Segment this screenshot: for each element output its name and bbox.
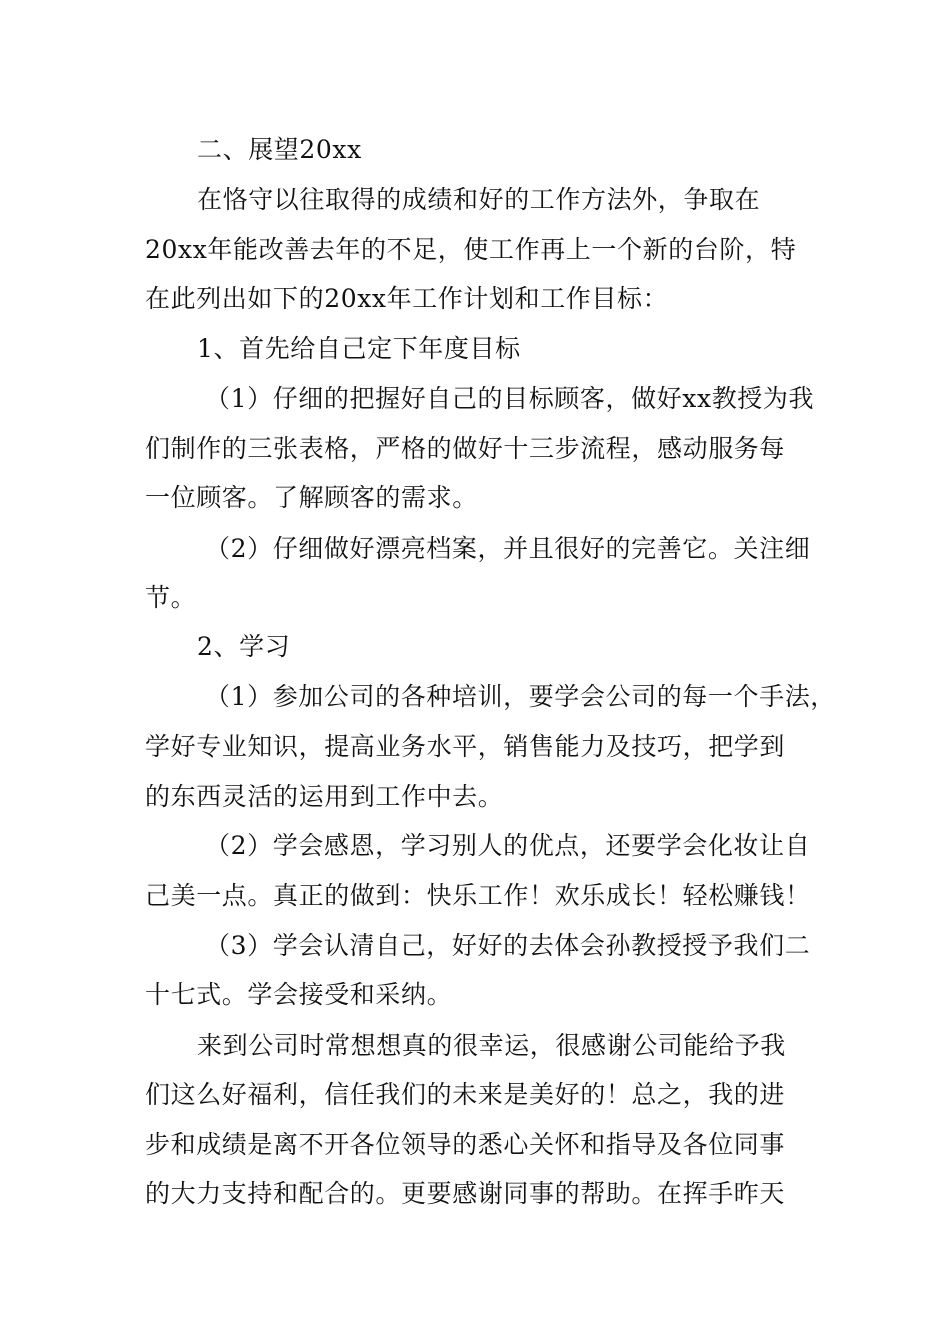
paragraph-line: 的大力支持和配合的。更要感谢同事的帮助。在挥手昨天 xyxy=(145,1179,786,1208)
paragraph-line: 一位顾客。了解顾客的需求。 xyxy=(145,483,478,512)
paragraph-line: （1）仔细的把握好自己的目标顾客，做好xx教授为我 xyxy=(205,384,815,413)
paragraph-line: 们制作的三张表格，严格的做好十三步流程，感动服务每 xyxy=(145,434,786,463)
list-heading: 2、学习 xyxy=(197,632,291,661)
paragraph-line: 步和成绩是离不开各位领导的悉心关怀和指导及各位同事 xyxy=(145,1130,786,1159)
paragraph-line: 们这么好福利，信任我们的未来是美好的！总之，我的进 xyxy=(145,1080,786,1109)
paragraph-line: （2）学会感恩，学习别人的优点，还要学会化妆让自 xyxy=(205,831,811,860)
section-heading: 二、展望20xx xyxy=(197,135,362,164)
paragraph-line: （3）学会认清自己，好好的去体会孙教授授予我们二 xyxy=(205,931,811,960)
paragraph-line: 己美一点。真正的做到：快乐工作！欢乐成长！轻松赚钱！ xyxy=(145,881,811,910)
paragraph-line: 学好专业知识，提高业务水平，销售能力及技巧，把学到 xyxy=(145,732,786,761)
paragraph-line: （1）参加公司的各种培训，要学会公司的每一个手法， xyxy=(205,682,836,711)
paragraph-line: 在恪守以往取得的成绩和好的工作方法外，争取在 xyxy=(197,185,761,214)
paragraph-line: 十七式。学会接受和采纳。 xyxy=(145,980,453,1009)
list-heading: 1、首先给自己定下年度目标 xyxy=(197,334,521,363)
paragraph-line: （2）仔细做好漂亮档案，并且很好的完善它。关注细 xyxy=(205,534,811,563)
paragraph-line: 的东西灵活的运用到工作中去。 xyxy=(145,782,504,811)
paragraph-line: 在此列出如下的20xx年工作计划和工作目标： xyxy=(145,284,669,313)
paragraph-line: 来到公司时常想想真的很幸运，很感谢公司能给予我 xyxy=(197,1031,786,1060)
paragraph-line: 20xx年能改善去年的不足，使工作再上一个新的台阶，特 xyxy=(145,235,797,264)
paragraph-line: 节。 xyxy=(145,583,197,612)
